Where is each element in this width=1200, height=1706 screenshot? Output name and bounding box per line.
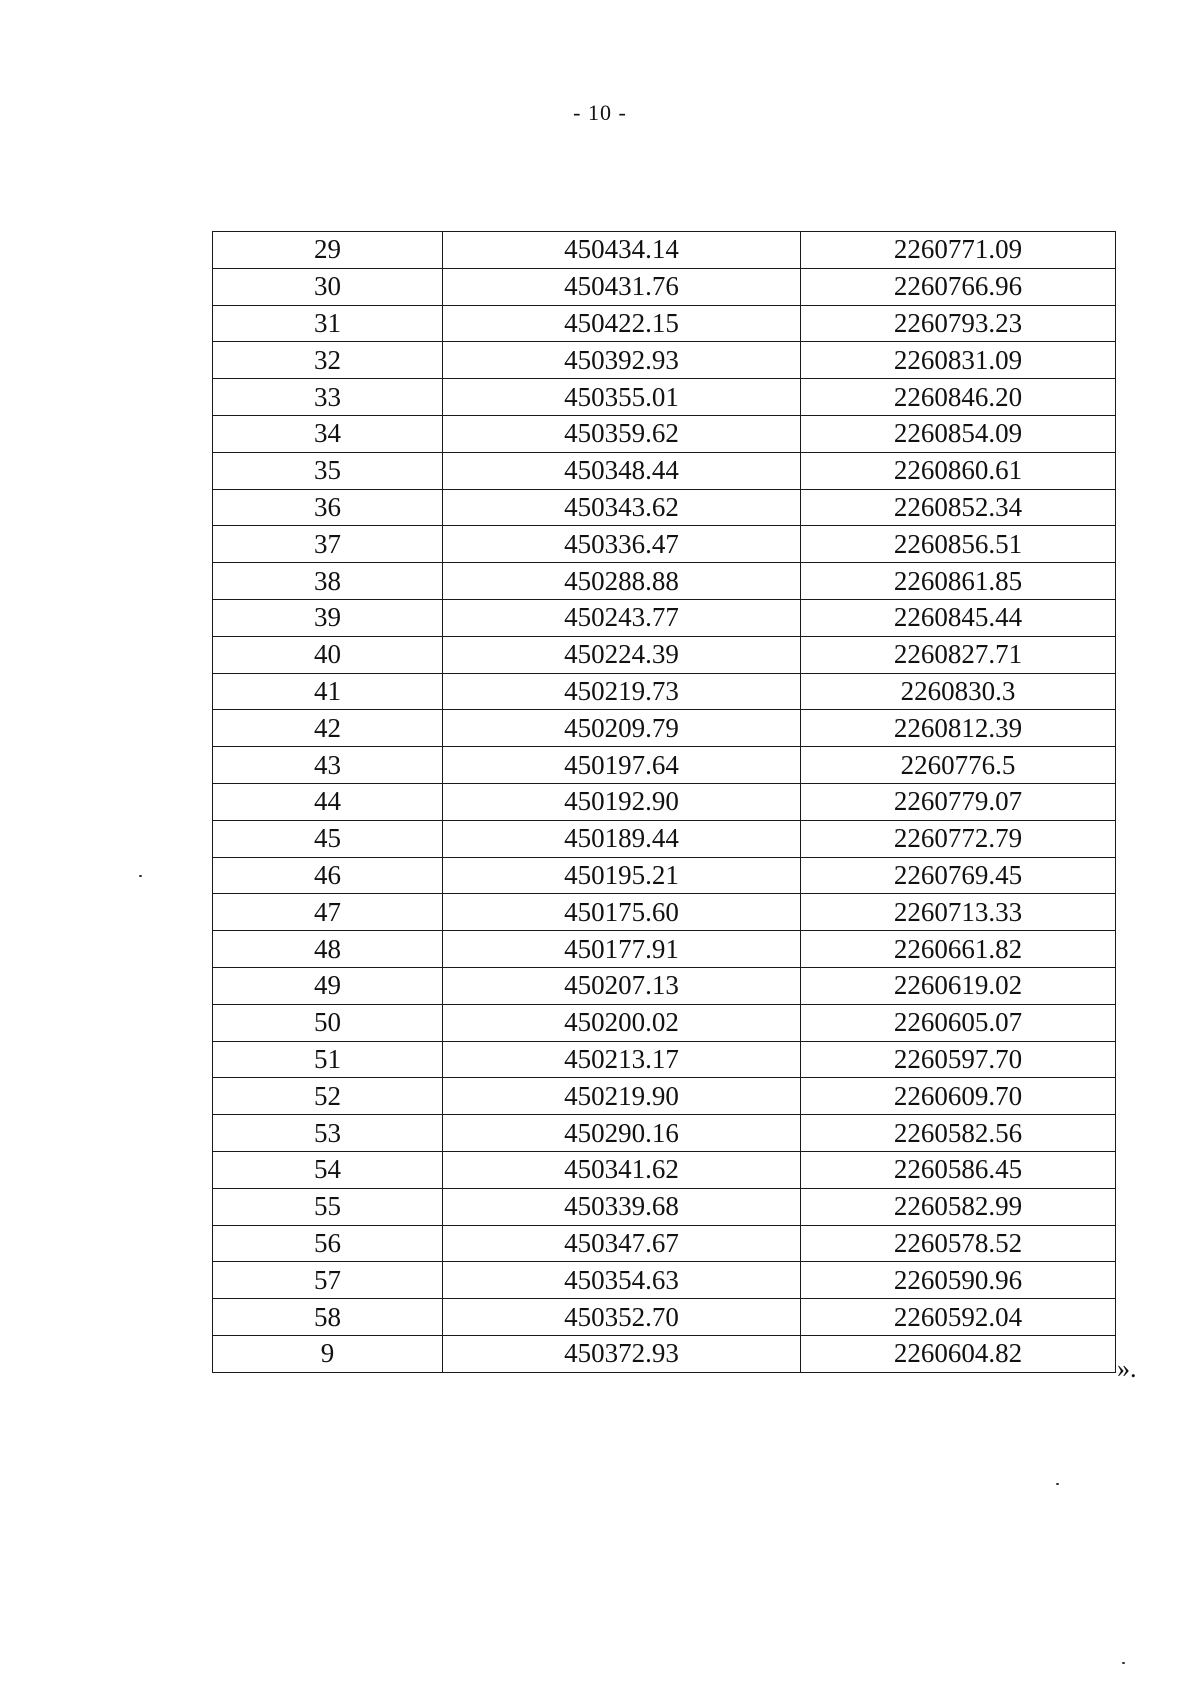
table-row xyxy=(213,747,1116,784)
x-coordinate-cell: 450213.17 xyxy=(443,1041,801,1078)
point-number-cell: 42 xyxy=(213,710,443,747)
y-coordinate-cell: 2260845.44 xyxy=(801,599,1116,636)
point-number-cell: 43 xyxy=(213,747,443,784)
y-coordinate-cell: 2260812.39 xyxy=(801,710,1116,747)
y-coordinate-cell: 2260713.33 xyxy=(801,894,1116,931)
table-row xyxy=(213,415,1116,452)
x-coordinate-cell: 450347.67 xyxy=(443,1225,801,1262)
x-coordinate-cell: 450195.21 xyxy=(443,857,801,894)
y-coordinate-cell: 2260846.20 xyxy=(801,379,1116,416)
x-coordinate-cell: 450209.79 xyxy=(443,710,801,747)
point-number-cell: 39 xyxy=(213,599,443,636)
x-coordinate-cell: 450200.02 xyxy=(443,1004,801,1041)
point-number-cell: 57 xyxy=(213,1262,443,1299)
table-row xyxy=(213,857,1116,894)
point-number-cell: 32 xyxy=(213,342,443,379)
x-coordinate-cell: 450359.62 xyxy=(443,415,801,452)
y-coordinate-cell: 2260861.85 xyxy=(801,563,1116,600)
point-number-cell: 36 xyxy=(213,489,443,526)
x-coordinate-cell: 450219.73 xyxy=(443,673,801,710)
table-row xyxy=(213,967,1116,1004)
point-number-cell: 9 xyxy=(213,1335,443,1372)
scan-speck xyxy=(139,875,142,877)
y-coordinate-cell: 2260597.70 xyxy=(801,1041,1116,1078)
point-number-cell: 56 xyxy=(213,1225,443,1262)
point-number-cell: 35 xyxy=(213,452,443,489)
coordinates-table xyxy=(212,231,1116,1373)
table-row xyxy=(213,636,1116,673)
table-row xyxy=(213,1225,1116,1262)
y-coordinate-cell: 2260592.04 xyxy=(801,1299,1116,1336)
point-number-cell: 33 xyxy=(213,379,443,416)
point-number-cell: 52 xyxy=(213,1078,443,1115)
table-row xyxy=(213,1004,1116,1041)
point-number-cell: 30 xyxy=(213,268,443,305)
table-row xyxy=(213,1041,1116,1078)
point-number-cell: 46 xyxy=(213,857,443,894)
point-number-cell: 54 xyxy=(213,1151,443,1188)
y-coordinate-cell: 2260831.09 xyxy=(801,342,1116,379)
y-coordinate-cell: 2260776.5 xyxy=(801,747,1116,784)
point-number-cell: 38 xyxy=(213,563,443,600)
x-coordinate-cell: 450392.93 xyxy=(443,342,801,379)
table-row xyxy=(213,452,1116,489)
x-coordinate-cell: 450207.13 xyxy=(443,967,801,1004)
table-row xyxy=(213,526,1116,563)
x-coordinate-cell: 450290.16 xyxy=(443,1115,801,1152)
table-row xyxy=(213,232,1116,269)
table-row xyxy=(213,379,1116,416)
table-row xyxy=(213,1151,1116,1188)
y-coordinate-cell: 2260605.07 xyxy=(801,1004,1116,1041)
x-coordinate-cell: 450197.64 xyxy=(443,747,801,784)
y-coordinate-cell: 2260827.71 xyxy=(801,636,1116,673)
point-number-cell: 31 xyxy=(213,305,443,342)
x-coordinate-cell: 450354.63 xyxy=(443,1262,801,1299)
x-coordinate-cell: 450372.93 xyxy=(443,1335,801,1372)
point-number-cell: 49 xyxy=(213,967,443,1004)
table-row xyxy=(213,489,1116,526)
x-coordinate-cell: 450224.39 xyxy=(443,636,801,673)
table-row xyxy=(213,599,1116,636)
table-row xyxy=(213,820,1116,857)
x-coordinate-cell: 450288.88 xyxy=(443,563,801,600)
y-coordinate-cell: 2260578.52 xyxy=(801,1225,1116,1262)
y-coordinate-cell: 2260604.82 xyxy=(801,1335,1116,1372)
y-coordinate-cell: 2260793.23 xyxy=(801,305,1116,342)
point-number-cell: 34 xyxy=(213,415,443,452)
table-row xyxy=(213,931,1116,968)
point-number-cell: 40 xyxy=(213,636,443,673)
y-coordinate-cell: 2260779.07 xyxy=(801,783,1116,820)
x-coordinate-cell: 450189.44 xyxy=(443,820,801,857)
table-row xyxy=(213,1335,1116,1372)
point-number-cell: 50 xyxy=(213,1004,443,1041)
y-coordinate-cell: 2260854.09 xyxy=(801,415,1116,452)
y-coordinate-cell: 2260772.79 xyxy=(801,820,1116,857)
y-coordinate-cell: 2260661.82 xyxy=(801,931,1116,968)
point-number-cell: 53 xyxy=(213,1115,443,1152)
y-coordinate-cell: 2260769.45 xyxy=(801,857,1116,894)
x-coordinate-cell: 450336.47 xyxy=(443,526,801,563)
y-coordinate-cell: 2260590.96 xyxy=(801,1262,1116,1299)
y-coordinate-cell: 2260856.51 xyxy=(801,526,1116,563)
x-coordinate-cell: 450192.90 xyxy=(443,783,801,820)
table-row xyxy=(213,673,1116,710)
x-coordinate-cell: 450243.77 xyxy=(443,599,801,636)
table-row xyxy=(213,1299,1116,1336)
scan-speck xyxy=(1122,1662,1125,1664)
x-coordinate-cell: 450343.62 xyxy=(443,489,801,526)
point-number-cell: 45 xyxy=(213,820,443,857)
point-number-cell: 37 xyxy=(213,526,443,563)
x-coordinate-cell: 450434.14 xyxy=(443,232,801,269)
x-coordinate-cell: 450422.15 xyxy=(443,305,801,342)
y-coordinate-cell: 2260609.70 xyxy=(801,1078,1116,1115)
x-coordinate-cell: 450348.44 xyxy=(443,452,801,489)
table-row xyxy=(213,1262,1116,1299)
closing-quote-mark: ». xyxy=(1117,1354,1137,1383)
point-number-cell: 58 xyxy=(213,1299,443,1336)
table-row xyxy=(213,1188,1116,1225)
table-row xyxy=(213,268,1116,305)
x-coordinate-cell: 450339.68 xyxy=(443,1188,801,1225)
point-number-cell: 44 xyxy=(213,783,443,820)
point-number-cell: 48 xyxy=(213,931,443,968)
table-row xyxy=(213,305,1116,342)
x-coordinate-cell: 450341.62 xyxy=(443,1151,801,1188)
y-coordinate-cell: 2260582.56 xyxy=(801,1115,1116,1152)
point-number-cell: 29 xyxy=(213,232,443,269)
x-coordinate-cell: 450431.76 xyxy=(443,268,801,305)
table-row xyxy=(213,710,1116,747)
point-number-cell: 41 xyxy=(213,673,443,710)
table-row xyxy=(213,1078,1116,1115)
y-coordinate-cell: 2260586.45 xyxy=(801,1151,1116,1188)
y-coordinate-cell: 2260619.02 xyxy=(801,967,1116,1004)
y-coordinate-cell: 2260830.3 xyxy=(801,673,1116,710)
table-row xyxy=(213,894,1116,931)
y-coordinate-cell: 2260852.34 xyxy=(801,489,1116,526)
point-number-cell: 51 xyxy=(213,1041,443,1078)
x-coordinate-cell: 450177.91 xyxy=(443,931,801,968)
point-number-cell: 47 xyxy=(213,894,443,931)
y-coordinate-cell: 2260860.61 xyxy=(801,452,1116,489)
point-number-cell: 55 xyxy=(213,1188,443,1225)
scan-speck xyxy=(1056,1483,1059,1485)
x-coordinate-cell: 450175.60 xyxy=(443,894,801,931)
table-row xyxy=(213,563,1116,600)
y-coordinate-cell: 2260771.09 xyxy=(801,232,1116,269)
coordinates-table-body xyxy=(213,232,1116,1373)
y-coordinate-cell: 2260766.96 xyxy=(801,268,1116,305)
x-coordinate-cell: 450355.01 xyxy=(443,379,801,416)
table-row xyxy=(213,1115,1116,1152)
table-row xyxy=(213,783,1116,820)
x-coordinate-cell: 450352.70 xyxy=(443,1299,801,1336)
y-coordinate-cell: 2260582.99 xyxy=(801,1188,1116,1225)
page-number: - 10 - xyxy=(573,100,627,125)
x-coordinate-cell: 450219.90 xyxy=(443,1078,801,1115)
table-row xyxy=(213,342,1116,379)
